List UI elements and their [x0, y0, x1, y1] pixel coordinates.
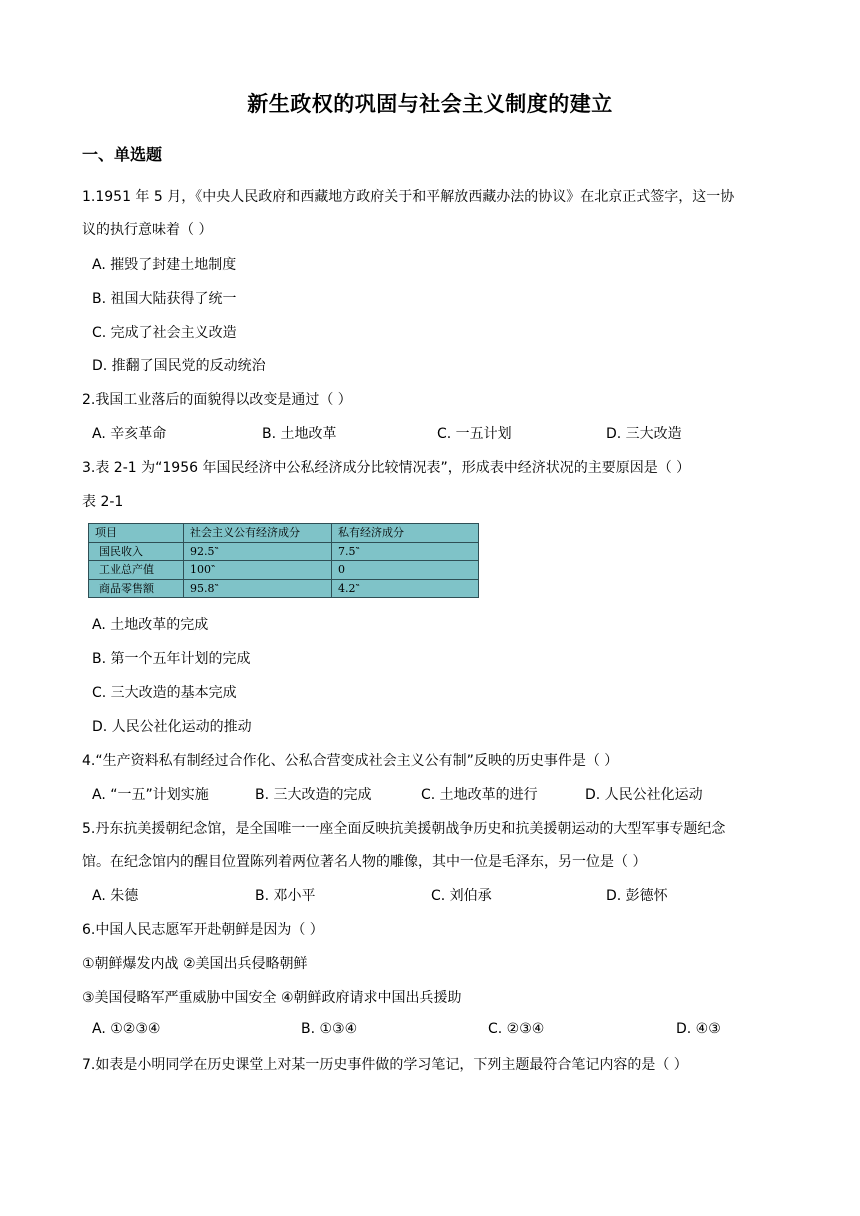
question-4-option-b: B. 三大改造的完成 — [255, 787, 372, 803]
table-cell: 92.5‶ — [184, 542, 332, 561]
table-header-cell: 私有经济成分 — [332, 524, 479, 543]
question-3-option-d: D. 人民公社化运动的推动 — [92, 719, 252, 735]
question-6-option-a: A. ①②③④ — [92, 1021, 161, 1037]
question-3-option-b: B. 第一个五年计划的完成 — [92, 651, 251, 667]
economy-comparison-table — [88, 523, 479, 598]
question-5-option-d: D. 彭德怀 — [606, 888, 668, 904]
question-1-option-d: D. 推翻了国民党的反动统治 — [92, 358, 266, 374]
question-5-stem-line2: 馆。在纪念馆内的醒目位置陈列着两位著名人物的雕像，其中一位是毛泽东，另一位是（ ） — [82, 854, 647, 870]
question-4-option-c: C. 土地改革的进行 — [421, 787, 538, 803]
question-3-option-a: A. 土地改革的完成 — [92, 617, 209, 633]
section-heading: 一、单选题 — [82, 145, 163, 164]
question-7-stem: 7.如表是小明同学在历史课堂上对某一历史事件做的学习笔记，下列主题最符合笔记内容的是（ ） — [82, 1057, 688, 1073]
question-3-stem: 3.表 2-1 为“1956 年国民经济中公私经济成分比较情况表”，形成表中经济状况的主要原因是（ ） — [82, 460, 691, 476]
question-5-option-c: C. 刘伯承 — [431, 888, 492, 904]
table-row — [89, 561, 479, 580]
table-cell: 商品零售额 — [89, 579, 184, 598]
table-row — [89, 542, 479, 561]
question-1-stem-line2: 议的执行意味着（ ） — [82, 222, 213, 238]
question-4-stem: 4.“生产资料私有制经过合作化、公私合营变成社会主义公有制”反映的历史事件是（ ） — [82, 753, 619, 769]
page-title: 新生政权的巩固与社会主义制度的建立 — [247, 92, 613, 116]
question-2-option-c: C. 一五计划 — [437, 426, 512, 442]
question-6-option-d: D. ④③ — [676, 1021, 721, 1037]
question-2-option-d: D. 三大改造 — [606, 426, 682, 442]
question-2-stem: 2.我国工业落后的面貌得以改变是通过（ ） — [82, 392, 352, 408]
question-4-option-a: A. “一五”计划实施 — [92, 787, 209, 803]
question-6-items-line1: ①朝鲜爆发内战 ②美国出兵侵略朝鲜 — [82, 956, 308, 972]
table-row — [89, 579, 479, 598]
question-5-stem-line1: 5.丹东抗美援朝纪念馆，是全国唯一一座全面反映抗美援朝战争历史和抗美援朝运动的大型军事专题纪念 — [82, 821, 726, 837]
question-3-option-c: C. 三大改造的基本完成 — [92, 685, 237, 701]
question-4-option-d: D. 人民公社化运动 — [585, 787, 703, 803]
table-cell: 100‶ — [184, 561, 332, 580]
question-2-option-b: B. 土地改革 — [262, 426, 337, 442]
table-cell: 0 — [332, 561, 479, 580]
question-6-option-c: C. ②③④ — [488, 1021, 545, 1037]
table-header-cell: 社会主义公有经济成分 — [184, 524, 332, 543]
question-6-items-line2: ③美国侵略军严重威胁中国安全 ④朝鲜政府请求中国出兵援助 — [82, 990, 462, 1006]
table-header-row — [89, 524, 479, 543]
question-6-option-b: B. ①③④ — [301, 1021, 358, 1037]
table-cell: 4.2‶ — [332, 579, 479, 598]
question-1-option-c: C. 完成了社会主义改造 — [92, 325, 237, 341]
question-6-stem: 6.中国人民志愿军开赴朝鲜是因为（ ） — [82, 922, 324, 938]
question-5-option-a: A. 朱德 — [92, 888, 139, 904]
table-caption: 表 2-1 — [82, 494, 124, 510]
question-1-stem-line1: 1.1951 年 5 月，《中央人民政府和西藏地方政府关于和平解放西藏办法的协议》在北京正式签字，这一协 — [82, 189, 735, 205]
question-2-option-a: A. 辛亥革命 — [92, 426, 167, 442]
table-header-cell: 项目 — [89, 524, 184, 543]
question-1-option-a: A. 摧毁了封建土地制度 — [92, 257, 237, 273]
table-cell: 7.5‶ — [332, 542, 479, 561]
table-cell: 工业总产值 — [89, 561, 184, 580]
question-5-option-b: B. 邓小平 — [255, 888, 316, 904]
question-1-option-b: B. 祖国大陆获得了统一 — [92, 291, 237, 307]
table-cell: 95.8‶ — [184, 579, 332, 598]
table-cell: 国民收入 — [89, 542, 184, 561]
